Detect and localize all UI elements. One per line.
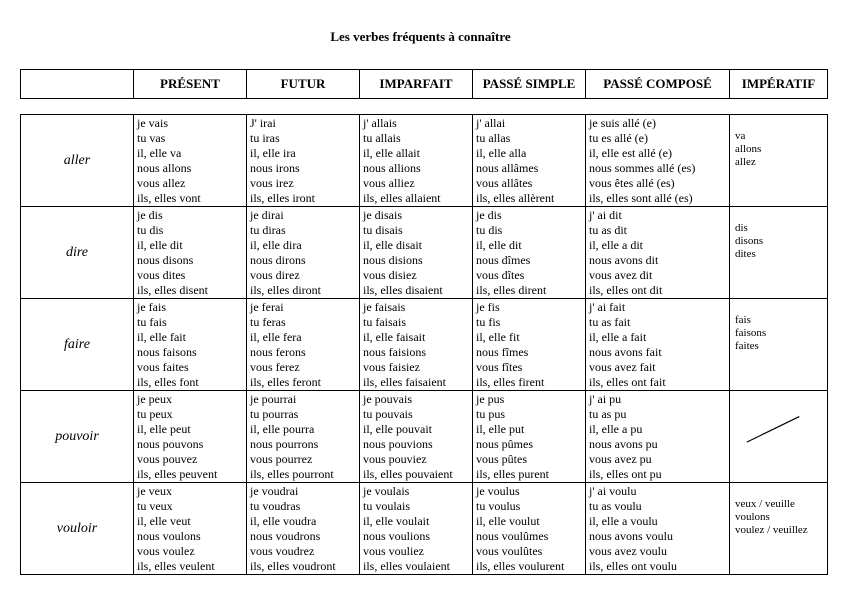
conjugation-line: il, elle faisait: [363, 330, 426, 344]
cell-imparfait: [360, 207, 473, 299]
cell-present: [134, 207, 247, 299]
verb-name: faire: [21, 299, 134, 391]
conjugation-line: j' allais: [363, 116, 397, 130]
cell-imparfait: [360, 115, 473, 207]
conjugation-line: nous pouvons: [137, 437, 204, 451]
conjugation-line: nous voulions: [363, 529, 431, 543]
conjugation-line: il, elle voulait: [363, 514, 430, 528]
verb-row-pouvoir: [21, 391, 828, 483]
conjugation-line: ils, elles veulent: [137, 559, 215, 573]
conjugation-line: ils, elles ont pu: [589, 467, 662, 481]
verb-row-aller: [21, 115, 828, 207]
conjugation-line: ils, elles voulurent: [476, 559, 565, 573]
header-row: [21, 70, 828, 99]
conjugation-line: ils, elles iront: [250, 191, 315, 205]
conjugation-line: ils, elles pourront: [250, 467, 334, 481]
conjugation-line: il, elle voudra: [250, 514, 317, 528]
conjugation-line: tu fis: [476, 315, 501, 329]
cell-futur: [247, 115, 360, 207]
conjugation-line: ils, elles disent: [137, 283, 208, 297]
conjugation-line: nous voulûmes: [476, 529, 549, 543]
conjugation-line: je fais: [137, 300, 166, 314]
conjugation-line: tu fais: [137, 315, 167, 329]
page-title: Les verbes fréquents à connaître: [330, 29, 511, 44]
conjugation-line: ils, elles dirent: [476, 283, 547, 297]
conjugation-line: vous ferez: [250, 360, 300, 374]
conjugation-line: il, elle voulut: [476, 514, 540, 528]
cell-imperatif: [730, 483, 828, 575]
conjugation-line: ils, elles firent: [476, 375, 545, 389]
conjugation-line: il, elle a voulu: [589, 514, 658, 528]
imperative-form: dites: [735, 248, 756, 260]
conjugation-line: je dis: [137, 208, 163, 222]
conjugation-line: tu as dit: [589, 223, 627, 237]
conjugation-line: je peux: [137, 392, 172, 406]
conjugation-line: j' ai fait: [589, 300, 626, 314]
conjugation-line: vous fîtes: [476, 360, 523, 374]
conjugation-line: je veux: [137, 484, 172, 498]
conjugation-line: ils, elles faisaient: [363, 375, 446, 389]
conjugation-line: ils, elles pouvaient: [363, 467, 453, 481]
conjugation-line: il, elle pouvait: [363, 422, 432, 436]
cell-imperatif: [730, 207, 828, 299]
conjugation-line: je vais: [137, 116, 168, 130]
verb-row-vouloir: [21, 483, 828, 575]
conjugation-line: il, elle a fait: [589, 330, 647, 344]
conjugation-line: je pus: [476, 392, 505, 406]
header-passe-simple: PASSÉ SIMPLE: [473, 70, 586, 99]
cell-imparfait: [360, 483, 473, 575]
conjugation-line: tu iras: [250, 131, 280, 145]
conjugation-line: tu vas: [137, 131, 166, 145]
conjugation-line: il, elle put: [476, 422, 525, 436]
conjugation-line: nous allâmes: [476, 161, 539, 175]
conjugation-line: tu dis: [137, 223, 164, 237]
cell-imperatif-none: [730, 391, 828, 483]
cell-imperatif: [730, 115, 828, 207]
verb-row-faire: [21, 299, 828, 391]
conjugation-line: il, elle fit: [476, 330, 520, 344]
header-imperatif: IMPÉRATIF: [730, 70, 828, 99]
conjugation-line: vous direz: [250, 268, 300, 282]
cell-imparfait: [360, 391, 473, 483]
conjugation-line: tu allas: [476, 131, 511, 145]
conjugation-line: j' ai dit: [589, 208, 622, 222]
conjugation-line: nous faisons: [137, 345, 197, 359]
conjugation-line: il, elle va: [137, 146, 182, 160]
conjugation-line: tu as voulu: [589, 499, 642, 513]
conjugation-line: il, elle fait: [137, 330, 186, 344]
conjugation-line: ils, elles allèrent: [476, 191, 555, 205]
conjugation-line: nous voudrons: [250, 529, 321, 543]
cell-passe-compose: [586, 115, 730, 207]
imperative-form: voulez / veuillez: [735, 524, 808, 536]
cell-passe-compose: [586, 207, 730, 299]
conjugation-line: tu diras: [250, 223, 286, 237]
conjugation-line: tu disais: [363, 223, 403, 237]
conjugation-line: nous faisions: [363, 345, 426, 359]
imperative-form: fais: [735, 314, 751, 326]
conjugation-line: il, elle disait: [363, 238, 422, 252]
cell-present: [134, 299, 247, 391]
conjugation-line: j' allai: [476, 116, 506, 130]
conjugation-line: il, elle allait: [363, 146, 420, 160]
conjugation-line: ils, elles diront: [250, 283, 321, 297]
conjugation-line: je dirai: [250, 208, 284, 222]
conjugation-line: ils, elles font: [137, 375, 199, 389]
cell-passe-simple: [473, 207, 586, 299]
imperative-form: faites: [735, 340, 759, 352]
conjugation-line: nous avons pu: [589, 437, 658, 451]
conjugation-line: je dis: [476, 208, 502, 222]
conjugation-line: tu pus: [476, 407, 506, 421]
conjugation-line: il, elle veut: [137, 514, 191, 528]
conjugation-line: vous vouliez: [363, 544, 424, 558]
conjugation-line: tu veux: [137, 499, 173, 513]
cell-futur: [247, 391, 360, 483]
conjugation-line: vous voudrez: [250, 544, 315, 558]
conjugation-line: tu es allé (e): [589, 131, 648, 145]
imperative-form: veux / veuille: [735, 498, 795, 510]
conjugation-line: je disais: [363, 208, 402, 222]
conjugation-line: vous irez: [250, 176, 294, 190]
conjugation-line: nous allons: [137, 161, 192, 175]
conjugation-line: il, elle dit: [476, 238, 522, 252]
conjugation-line: j' ai pu: [589, 392, 622, 406]
conjugation-line: vous allâtes: [476, 176, 533, 190]
conjugation-line: nous pourrons: [250, 437, 319, 451]
conjugation-line: vous pûtes: [476, 452, 527, 466]
conjugation-line: je fis: [476, 300, 500, 314]
header-empty: [21, 70, 134, 99]
conjugation-line: nous avons voulu: [589, 529, 673, 543]
conjugation-line: ils, elles ont voulu: [589, 559, 677, 573]
conjugation-line: nous dîmes: [476, 253, 531, 267]
imperative-form: va: [735, 130, 746, 142]
cell-passe-simple: [473, 391, 586, 483]
conjugation-line: tu peux: [137, 407, 173, 421]
conjugation-line: vous pouvez: [137, 452, 198, 466]
conjugation-line: ils, elles voulaient: [363, 559, 450, 573]
conjugation-line: ils, elles ont fait: [589, 375, 666, 389]
conjugation-line: il, elle ira: [250, 146, 296, 160]
conjugation-line: nous irons: [250, 161, 300, 175]
imperative-form: voulons: [735, 511, 770, 523]
conjugation-line: vous êtes allé (es): [589, 176, 675, 190]
conjugation-line: tu pouvais: [363, 407, 413, 421]
conjugation-line: ils, elles sont allé (es): [589, 191, 693, 205]
cell-futur: [247, 483, 360, 575]
conjugation-line: ils, elles feront: [250, 375, 321, 389]
conjugation-line: je voulus: [476, 484, 520, 498]
conjugation-line: vous allez: [137, 176, 186, 190]
conjugation-line: vous disiez: [363, 268, 417, 282]
conjugation-line: nous dirons: [250, 253, 306, 267]
header-passe-compose: PASSÉ COMPOSÉ: [586, 70, 730, 99]
conjugation-line: je suis allé (e): [589, 116, 656, 130]
verb-name: aller: [21, 115, 134, 207]
cell-imperatif: [730, 299, 828, 391]
conjugation-line: nous sommes allé (es): [589, 161, 696, 175]
conjugation-line: il, elle dira: [250, 238, 302, 252]
conjugation-line: je pouvais: [363, 392, 412, 406]
conjugation-line: ils, elles vont: [137, 191, 201, 205]
conjugation-line: vous avez voulu: [589, 544, 667, 558]
conjugation-line: nous pûmes: [476, 437, 533, 451]
conjugation-line: nous allions: [363, 161, 421, 175]
verb-name: vouloir: [21, 483, 134, 575]
conjugation-line: je voulais: [363, 484, 410, 498]
conjugation-line: je faisais: [363, 300, 406, 314]
conjugation-line: tu faisais: [363, 315, 406, 329]
cell-present: [134, 483, 247, 575]
conjugation-line: ils, elles voudront: [250, 559, 336, 573]
conjugation-line: vous faites: [137, 360, 189, 374]
conjugation-line: nous disions: [363, 253, 423, 267]
conjugation-line: il, elle alla: [476, 146, 527, 160]
conjugation-line: nous voulons: [137, 529, 201, 543]
conjugation-line: tu dis: [476, 223, 503, 237]
conjugation-line: vous faisiez: [363, 360, 420, 374]
verb-name: pouvoir: [21, 391, 134, 483]
conjugation-line: tu voulais: [363, 499, 410, 513]
header-table: [20, 69, 828, 99]
conjugation-line: tu allais: [363, 131, 401, 145]
conjugation-line: ils, elles allaient: [363, 191, 441, 205]
conjugation-line: ils, elles peuvent: [137, 467, 218, 481]
imperative-form: allons: [735, 143, 762, 155]
conjugation-line: je ferai: [250, 300, 284, 314]
conjugation-line: tu as pu: [589, 407, 627, 421]
conjugation-line: je voudrai: [250, 484, 299, 498]
header-imparfait: IMPARFAIT: [360, 70, 473, 99]
conjugation-line: tu feras: [250, 315, 286, 329]
verb-row-dire: [21, 207, 828, 299]
imperative-form: disons: [735, 235, 764, 247]
conjugation-line: vous voulez: [137, 544, 195, 558]
imperative-form: dis: [735, 222, 748, 234]
cell-passe-compose: [586, 299, 730, 391]
conjugation-line: vous pourrez: [250, 452, 313, 466]
conjugation-line: il, elle a pu: [589, 422, 643, 436]
conjugation-line: nous avons dit: [589, 253, 659, 267]
header-futur: FUTUR: [247, 70, 360, 99]
cell-futur: [247, 299, 360, 391]
cell-passe-simple: [473, 115, 586, 207]
conjugation-line: j' ai voulu: [589, 484, 637, 498]
conjugation-line: vous dites: [137, 268, 186, 282]
conjugation-line: vous dîtes: [476, 268, 525, 282]
verb-name: dire: [21, 207, 134, 299]
cell-futur: [247, 207, 360, 299]
imperative-form: faisons: [735, 327, 767, 339]
conjugation-line: je pourrai: [250, 392, 297, 406]
conjugation-line: ils, elles disaient: [363, 283, 443, 297]
cell-passe-simple: [473, 483, 586, 575]
conjugation-line: vous pouviez: [363, 452, 427, 466]
cell-present: [134, 115, 247, 207]
conjugation-line: nous fîmes: [476, 345, 529, 359]
no-imperative-slash: [730, 391, 827, 482]
conjugation-line: il, elle pourra: [250, 422, 315, 436]
conjugation-line: nous disons: [137, 253, 194, 267]
conjugation-line: vous voulûtes: [476, 544, 543, 558]
conjugation-line: il, elle fera: [250, 330, 302, 344]
conjugation-table: [20, 114, 828, 575]
conjugation-line: nous ferons: [250, 345, 306, 359]
conjugation-line: vous avez fait: [589, 360, 656, 374]
conjugation-line: tu as fait: [589, 315, 631, 329]
conjugation-line: vous alliez: [363, 176, 415, 190]
conjugation-line: tu voulus: [476, 499, 521, 513]
conjugation-line: ils, elles ont dit: [589, 283, 663, 297]
conjugation-line: vous avez pu: [589, 452, 652, 466]
cell-passe-compose: [586, 483, 730, 575]
cell-passe-compose: [586, 391, 730, 483]
conjugation-line: nous avons fait: [589, 345, 662, 359]
cell-present: [134, 391, 247, 483]
conjugation-line: ils, elles purent: [476, 467, 549, 481]
conjugation-line: il, elle est allé (e): [589, 146, 672, 160]
cell-imparfait: [360, 299, 473, 391]
conjugation-line: il, elle dit: [137, 238, 183, 252]
header-present: PRÉSENT: [134, 70, 247, 99]
conjugation-line: nous pouvions: [363, 437, 433, 451]
conjugation-line: tu pourras: [250, 407, 299, 421]
conjugation-line: il, elle peut: [137, 422, 191, 436]
cell-passe-simple: [473, 299, 586, 391]
conjugation-line: il, elle a dit: [589, 238, 643, 252]
conjugation-line: J' irai: [250, 116, 276, 130]
conjugation-line: tu voudras: [250, 499, 301, 513]
conjugation-line: vous avez dit: [589, 268, 653, 282]
imperative-form: allez: [735, 156, 756, 168]
